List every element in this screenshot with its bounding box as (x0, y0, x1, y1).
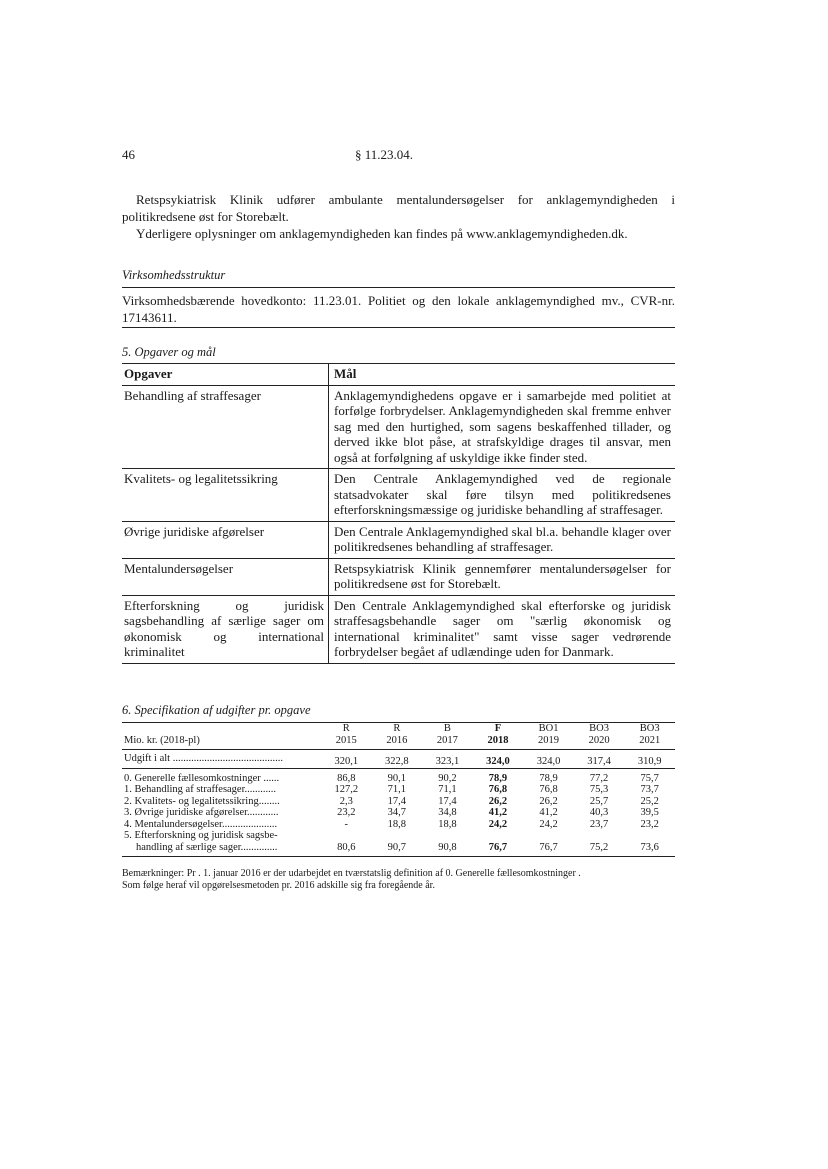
col-task-header: Opgaver (122, 364, 329, 386)
row-label: 0. Generelle fællesomkostninger ...... (124, 772, 280, 784)
row-value: 75,7 (640, 772, 659, 784)
row-value: 127,2 (334, 784, 359, 795)
row-value: 25,2 (640, 795, 659, 807)
task-cell: Øvrige juridiske afgørelser (122, 521, 329, 558)
row-value: 40,3 (589, 807, 609, 818)
table-row (122, 469, 675, 522)
col-year: 2021 (624, 735, 675, 750)
total-value: 324,0 (473, 750, 524, 769)
total-label: Udgift i alt .......................................... (122, 750, 321, 769)
table-row (122, 521, 675, 558)
row-value: 17,4 (438, 795, 457, 807)
row-value: 78,9 (539, 772, 558, 784)
row-value: 71,1 (387, 784, 407, 795)
tasks-heading: 5. Opgaver og mål (122, 345, 216, 359)
col-goal-header: Mål (329, 364, 676, 386)
row-value: 26,2 (539, 795, 558, 807)
row-value: 24,2 (488, 818, 508, 830)
row-value: 76,7 (523, 842, 574, 857)
task-cell: Behandling af straffesager (122, 385, 329, 469)
row-value: 80,6 (321, 842, 372, 857)
row-value: 34,7 (387, 807, 407, 818)
section-number: § 11.23.04. (355, 147, 414, 162)
row-value: 90,8 (422, 842, 473, 857)
row-value: - (344, 818, 349, 830)
col-type: B (422, 723, 473, 735)
table-row (122, 819, 675, 831)
row-value: 25,7 (589, 795, 609, 807)
table-row (122, 768, 675, 784)
unit-label: Mio. kr. (2018-pl) (122, 735, 321, 750)
spec-notes (122, 868, 675, 892)
row-value: 18,8 (387, 818, 407, 830)
page-number: 46 (122, 147, 135, 162)
total-value: 317,4 (574, 750, 625, 769)
row-value: 71,1 (438, 784, 457, 795)
total-value: 310,9 (624, 750, 675, 769)
row-value: 78,9 (488, 772, 508, 784)
row-value: 86,8 (337, 772, 356, 784)
spec-table (122, 722, 675, 857)
goal-cell: Den Centrale Anklagemyndighed ved de regionale statsadvokater skal føre tilsyn med politikredsenes efterforskningsmæssige og juridiske behandling af straffesager. (329, 469, 676, 522)
divider (122, 287, 675, 288)
row-label: 2. Kvalitets- og legalitetssikring........ (124, 795, 280, 807)
total-value: 324,0 (523, 750, 574, 769)
col-type: F (473, 723, 524, 735)
table-row (122, 784, 675, 796)
goal-cell: Retspsykiatrisk Klinik gennemfører mentalundersøgelser for politikredsene øst for Storebælt. (329, 558, 676, 595)
row-value: 18,8 (438, 818, 457, 830)
col-type: BO3 (574, 723, 625, 735)
goal-cell: Den Centrale Anklagemyndighed skal bl.a. behandle klager over politikredsenes behandling af straffesager. (329, 521, 676, 558)
col-type: R (372, 723, 423, 735)
row-value: 26,2 (488, 795, 508, 807)
row-label: 1. Behandling af straffesager............ (124, 784, 277, 795)
row-label: 3. Øvrige juridiske afgørelser............ (124, 807, 279, 818)
org-structure-heading: Virksomhedsstruktur (122, 268, 226, 282)
total-value: 323,1 (422, 750, 473, 769)
row-value: 23,7 (589, 818, 609, 830)
row-value: 41,2 (539, 807, 558, 818)
total-value: 322,8 (372, 750, 423, 769)
row-value: 76,8 (488, 784, 508, 795)
col-year: 2015 (321, 735, 372, 750)
note-line: Bemærkninger: Pr . 1. januar 2016 er der udarbejdet en tværstatslig definition af 0. Generelle fællesomkostninger . (122, 868, 581, 879)
col-year: 2017 (422, 735, 473, 750)
col-year: 2018 (473, 735, 524, 750)
table-row (122, 796, 675, 808)
table-row (122, 558, 675, 595)
row-value: 24,2 (539, 818, 558, 830)
table-row (122, 595, 675, 663)
col-type: BO3 (624, 723, 675, 735)
spec-header-row-2 (122, 735, 675, 750)
intro-text (122, 191, 675, 242)
spec-header-row-1 (122, 723, 675, 735)
total-row (122, 750, 675, 769)
row-value: 17,4 (387, 795, 407, 807)
col-year: 2016 (372, 735, 423, 750)
row-label: 4. Mentalundersøgelser..................... (124, 818, 278, 830)
col-year: 2020 (574, 735, 625, 750)
row-value: 90,2 (438, 772, 457, 784)
row-label: handling af særlige sager.............. (122, 842, 321, 857)
row-value: 23,2 (640, 818, 659, 830)
col-type: R (321, 723, 372, 735)
row-label: 5. Efterforskning og juridisk sagsbe- (124, 830, 278, 841)
row-value: 73,7 (640, 784, 659, 795)
col-year: 2019 (523, 735, 574, 750)
row-value: 73,6 (624, 842, 675, 857)
intro-paragraph-2: Yderligere oplysninger om anklagemyndigheden kan findes på www.anklagemyndigheden.dk. (136, 226, 628, 241)
row-value: 75,2 (574, 842, 625, 857)
row-value: 90,1 (387, 772, 407, 784)
tasks-table (122, 363, 675, 664)
task-cell: Mentalundersøgelser (122, 558, 329, 595)
row-value: 76,8 (539, 784, 558, 795)
row-value: 34,8 (438, 807, 457, 818)
intro-paragraph-1: Retspsykiatrisk Klinik udfører ambulante mentalundersøgelser for anklagemyndigheden i politikredsene øst for Storebælt. (122, 192, 675, 224)
row-value: 75,3 (589, 784, 609, 795)
table-row (122, 807, 675, 819)
row-value: 39,5 (640, 807, 659, 818)
org-structure-text: Virksomhedsbærende hovedkonto: 11.23.01. Politiet og den lokale anklagemyndighed mv., CVR-nr. 17143611. (122, 293, 675, 325)
row-value: 41,2 (488, 807, 508, 818)
col-type: BO1 (523, 723, 574, 735)
table-row (122, 842, 675, 857)
total-value: 320,1 (321, 750, 372, 769)
row-value: 23,2 (337, 807, 356, 818)
note-line: Som følge heraf vil opgørelsesmetoden pr. 2016 adskille sig fra foregående år. (122, 880, 435, 891)
goal-cell: Anklagemyndighedens opgave er i samarbejde med politiet at forfølge forbrydelser. Anklagemyndigheden skal fremme enhver sag med den hurtighed, som sagens beskaffenhed tillader, og derved ikke blot påse, at strafskyldige drages til ansvar, men også at forfølgning af uskyldige ikke finder sted. (329, 385, 676, 469)
task-cell: Efterforskning og juridisk sagsbehandling af særlige sager om økonomisk og international kriminalitet (122, 595, 329, 663)
row-value: 76,7 (473, 842, 524, 857)
row-value: 2,3 (339, 795, 353, 807)
spec-heading: 6. Specifikation af udgifter pr. opgave (122, 703, 311, 717)
row-value: 90,7 (372, 842, 423, 857)
table-row (122, 830, 675, 842)
table-row (122, 385, 675, 469)
divider (122, 327, 675, 328)
goal-cell: Den Centrale Anklagemyndighed skal efterforske og juridisk straffesagsbehandle sager om "særlig økonomisk og international kriminalitet" samt visse sager vedrørende forbrydelser begået af udlændinge uden for Danmark. (329, 595, 676, 663)
row-value: 77,2 (589, 772, 609, 784)
task-cell: Kvalitets- og legalitetssikring (122, 469, 329, 522)
